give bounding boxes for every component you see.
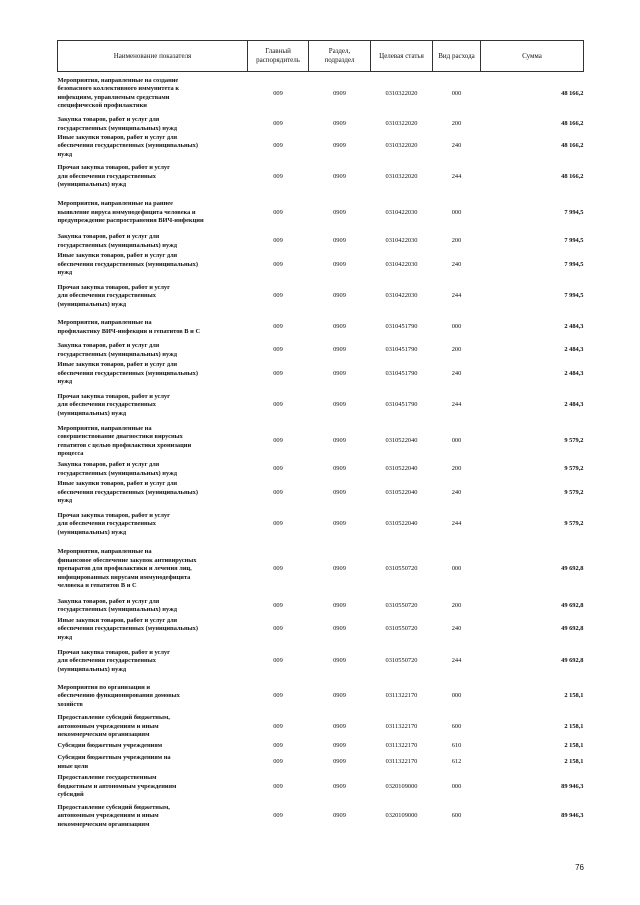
table-row — [58, 195, 584, 232]
sum-cell: 89 946,3 — [561, 812, 584, 820]
table-row — [58, 341, 584, 361]
target-item-cell: 0310322020 — [385, 120, 418, 128]
indicator-name-cell: Предоставление субсидий бюджетным, автономным учреждениям и иным некоммерческим организациям — [57, 714, 170, 739]
sum-cell: 48 166,2 — [561, 142, 584, 150]
main-manager-cell: 009 — [273, 369, 283, 377]
target-item-cell: 0310451790 — [385, 401, 418, 409]
sum-cell: 48 166,2 — [561, 172, 584, 180]
section-cell: 0909 — [333, 323, 346, 331]
expense-type-cell: 000 — [451, 208, 462, 216]
main-manager-cell: 009 — [273, 758, 283, 766]
expense-type-cell: 244 — [451, 292, 462, 300]
table-row — [58, 232, 584, 252]
sum-cell: 2 158,1 — [564, 692, 584, 700]
table-row — [58, 279, 584, 315]
sum-cell: 49 692,8 — [561, 601, 584, 609]
expense-type-cell: 240 — [451, 142, 462, 150]
main-manager-cell: 009 — [273, 237, 283, 245]
target-item-cell: 0310422030 — [385, 237, 418, 245]
section-cell: 0909 — [333, 722, 346, 730]
sum-cell: 7 994,5 — [564, 292, 584, 300]
table-row — [58, 680, 584, 714]
section-cell: 0909 — [333, 565, 346, 573]
main-manager-cell: 009 — [273, 401, 283, 409]
expense-type-cell: 244 — [451, 520, 462, 528]
target-item-cell: 0311322170 — [385, 742, 418, 750]
indicator-name-cell: Иные закупки товаров, работ и услуг для обеспечения государственных (муниципальных) нужд — [57, 616, 198, 641]
sum-cell: 7 994,5 — [564, 260, 584, 268]
target-item-cell: 0320109000 — [385, 782, 418, 790]
sum-cell: 2 484,3 — [564, 346, 584, 354]
target-item-cell: 0310522040 — [385, 488, 418, 496]
main-manager-cell: 009 — [273, 601, 283, 609]
main-manager-cell: 009 — [273, 260, 283, 268]
sum-cell: 49 692,8 — [561, 625, 584, 633]
table-body — [58, 72, 584, 832]
indicator-name-cell: Закупка товаров, работ и услуг для государственных (муниципальных) нужд — [57, 461, 177, 477]
expense-type-cell: 000 — [451, 782, 462, 790]
sum-cell: 2 158,1 — [564, 758, 584, 766]
sum-cell: 2 484,3 — [564, 401, 584, 409]
target-item-cell: 0310522040 — [385, 465, 418, 473]
target-item-cell: 0310451790 — [385, 346, 418, 354]
sum-cell: 2 484,3 — [564, 323, 584, 331]
expense-type-cell: 240 — [451, 625, 462, 633]
indicator-name-cell: Иные закупки товаров, работ и услуг для обеспечения государственных (муниципальных) нужд — [57, 361, 198, 386]
indicator-name-cell: Мероприятия, направленные на совершенствование диагностики вирусных гепатитов с целью профилактики хронизации процесса — [57, 424, 192, 457]
expense-type-cell: 600 — [451, 812, 462, 820]
main-manager-cell: 009 — [273, 465, 283, 473]
table-row — [58, 252, 584, 279]
indicator-name-cell: Субсидии бюджетным учреждениям — [57, 742, 163, 750]
expense-type-cell: 240 — [451, 260, 462, 268]
target-item-cell: 0310522040 — [385, 437, 418, 445]
header-target-item: Целевая статья — [371, 41, 433, 72]
target-item-cell: 0310451790 — [385, 323, 418, 331]
indicator-name-cell: Предоставление государственным бюджетным и автономным учреждениям субсидий — [57, 774, 177, 799]
sum-cell: 48 166,2 — [561, 120, 584, 128]
expense-type-cell: 000 — [451, 89, 462, 97]
indicator-name-cell: Прочая закупка товаров, работ и услуг для обеспечения государственных (муниципальных) нужд — [57, 648, 170, 673]
sum-cell: 49 692,8 — [561, 657, 584, 665]
sum-cell: 2 484,3 — [564, 369, 584, 377]
target-item-cell: 0310451790 — [385, 369, 418, 377]
table-row — [58, 315, 584, 341]
main-manager-cell: 009 — [273, 172, 283, 180]
target-item-cell: 0310550720 — [385, 601, 418, 609]
target-item-cell: 0310522040 — [385, 520, 418, 528]
main-manager-cell: 009 — [273, 657, 283, 665]
section-cell: 0909 — [333, 437, 346, 445]
section-cell: 0909 — [333, 782, 346, 790]
indicator-name-cell: Прочая закупка товаров, работ и услуг для обеспечения государственных (муниципальных) нужд — [57, 164, 170, 189]
table-row — [58, 773, 584, 802]
main-manager-cell: 009 — [273, 89, 283, 97]
section-cell: 0909 — [333, 758, 346, 766]
sum-cell: 2 158,1 — [564, 722, 584, 730]
indicator-name-cell: Закупка товаров, работ и услуг для государственных (муниципальных) нужд — [57, 233, 177, 249]
table-row — [58, 644, 584, 680]
sum-cell: 9 579,2 — [564, 488, 584, 496]
expense-type-cell: 000 — [451, 565, 462, 573]
sum-cell: 7 994,5 — [564, 208, 584, 216]
indicator-name-cell: Прочая закупка товаров, работ и услуг для обеспечения государственных (муниципальных) нужд — [57, 283, 170, 308]
sum-cell: 9 579,2 — [564, 465, 584, 473]
expense-type-cell: 244 — [451, 401, 462, 409]
table-header — [58, 41, 584, 72]
section-cell: 0909 — [333, 292, 346, 300]
expense-type-cell: 244 — [451, 657, 462, 665]
target-item-cell: 0310422030 — [385, 208, 418, 216]
indicator-name-cell: Субсидии бюджетным учреждениям на иные цели — [57, 754, 171, 770]
sum-cell: 2 158,1 — [564, 742, 584, 750]
main-manager-cell: 009 — [273, 625, 283, 633]
target-item-cell: 0310550720 — [385, 565, 418, 573]
main-manager-cell: 009 — [273, 120, 283, 128]
table-row — [58, 116, 584, 134]
target-item-cell: 0310422030 — [385, 292, 418, 300]
indicator-name-cell: Прочая закупка товаров, работ и услуг для обеспечения государственных (муниципальных) нужд — [57, 511, 170, 536]
target-item-cell: 0310322020 — [385, 89, 418, 97]
table-row — [58, 802, 584, 832]
main-manager-cell: 009 — [273, 208, 283, 216]
section-cell: 0909 — [333, 742, 346, 750]
header-indicator-name: Наименование показателя — [58, 41, 248, 72]
table-row — [58, 480, 584, 507]
target-item-cell: 0310422030 — [385, 260, 418, 268]
section-cell: 0909 — [333, 625, 346, 633]
expense-type-cell: 244 — [451, 172, 462, 180]
target-item-cell: 0311322170 — [385, 692, 418, 700]
expense-type-cell: 610 — [451, 742, 462, 750]
expense-type-cell: 200 — [451, 237, 462, 245]
indicator-name-cell: Мероприятия, направленные на создание безопасного коллективного иммунитета к инфекциям, управляемым средствами специфической профилактики — [57, 76, 179, 110]
table-row — [58, 507, 584, 543]
header-main-manager: Главный распорядитель — [248, 41, 309, 72]
main-manager-cell: 009 — [273, 292, 283, 300]
section-cell: 0909 — [333, 520, 346, 528]
expense-type-cell: 240 — [451, 488, 462, 496]
table-row — [58, 388, 584, 424]
section-cell: 0909 — [333, 120, 346, 128]
indicator-name-cell: Мероприятия, направленные на раннее выявление вируса иммунодефицита человека и предупреждение распространения ВИЧ-инфекции — [57, 200, 204, 225]
table-row — [58, 714, 584, 741]
header-expense-type: Вид расхода — [433, 41, 481, 72]
main-manager-cell: 009 — [273, 346, 283, 354]
section-cell: 0909 — [333, 208, 346, 216]
section-cell: 0909 — [333, 401, 346, 409]
section-cell: 0909 — [333, 692, 346, 700]
section-cell: 0909 — [333, 142, 346, 150]
sum-cell: 89 946,3 — [561, 782, 584, 790]
indicator-name-cell: Предоставление субсидий бюджетным, автономным учреждениям и иным некоммерческим организациям — [57, 803, 170, 828]
section-cell: 0909 — [333, 260, 346, 268]
expense-type-cell: 200 — [451, 601, 462, 609]
main-manager-cell: 009 — [273, 323, 283, 331]
indicator-name-cell: Иные закупки товаров, работ и услуг для обеспечения государственных (муниципальных) нужд — [57, 480, 198, 505]
table-row — [58, 543, 584, 597]
indicator-name-cell: Закупка товаров, работ и услуг для государственных (муниципальных) нужд — [57, 597, 177, 613]
expense-type-cell: 240 — [451, 369, 462, 377]
target-item-cell: 0310322020 — [385, 172, 418, 180]
expense-type-cell: 200 — [451, 120, 462, 128]
budget-table — [57, 40, 584, 832]
table-row — [58, 72, 584, 116]
table-row — [58, 753, 584, 773]
sum-cell: 9 579,2 — [564, 437, 584, 445]
expense-type-cell: 200 — [451, 346, 462, 354]
section-cell: 0909 — [333, 89, 346, 97]
main-manager-cell: 009 — [273, 782, 283, 790]
table-row — [58, 424, 584, 460]
main-manager-cell: 009 — [273, 565, 283, 573]
expense-type-cell: 000 — [451, 323, 462, 331]
sum-cell: 49 692,8 — [561, 565, 584, 573]
sum-cell: 48 166,2 — [561, 89, 584, 97]
indicator-name-cell: Прочая закупка товаров, работ и услуг для обеспечения государственных (муниципальных) нужд — [57, 392, 170, 417]
main-manager-cell: 009 — [273, 722, 283, 730]
table-row — [58, 741, 584, 753]
header-section: Раздел, подраздел — [309, 41, 371, 72]
expense-type-cell: 200 — [451, 465, 462, 473]
indicator-name-cell: Мероприятия, направленные на финансовое обеспечение закупок антивирусных препаратов для профилактики и лечения лиц, инфицированных вирусами иммунодефицита человека и гепатитов В и С — [57, 548, 197, 590]
indicator-name-cell: Закупка товаров, работ и услуг для государственных (муниципальных) нужд — [57, 342, 177, 358]
section-cell: 0909 — [333, 369, 346, 377]
target-item-cell: 0311322170 — [385, 722, 418, 730]
main-manager-cell: 009 — [273, 812, 283, 820]
indicator-name-cell: Мероприятия, направленные на профилактику ВИЧ-инфекции и гепатитов В и С — [57, 319, 201, 335]
section-cell: 0909 — [333, 488, 346, 496]
indicator-name-cell: Мероприятия по организации и обеспечению функционирования домовых хозяйств — [57, 683, 180, 708]
table-row — [58, 460, 584, 480]
table-row — [58, 597, 584, 616]
section-cell: 0909 — [333, 172, 346, 180]
expense-type-cell: 612 — [451, 758, 462, 766]
sum-cell: 9 579,2 — [564, 520, 584, 528]
main-manager-cell: 009 — [273, 437, 283, 445]
table-row — [58, 134, 584, 160]
target-item-cell: 0320109000 — [385, 812, 418, 820]
table-row — [58, 160, 584, 195]
main-manager-cell: 009 — [273, 520, 283, 528]
target-item-cell: 0310550720 — [385, 657, 418, 665]
section-cell: 0909 — [333, 812, 346, 820]
page-number: 76 — [575, 863, 584, 872]
main-manager-cell: 009 — [273, 692, 283, 700]
main-manager-cell: 009 — [273, 742, 283, 750]
sum-cell: 7 994,5 — [564, 237, 584, 245]
target-item-cell: 0310322020 — [385, 142, 418, 150]
expense-type-cell: 000 — [451, 692, 462, 700]
table-row — [58, 616, 584, 644]
expense-type-cell: 000 — [451, 437, 462, 445]
indicator-name-cell: Иные закупки товаров, работ и услуг для обеспечения государственных (муниципальных) нужд — [57, 133, 198, 158]
main-manager-cell: 009 — [273, 142, 283, 150]
indicator-name-cell: Закупка товаров, работ и услуг для государственных (муниципальных) нужд — [57, 116, 177, 132]
section-cell: 0909 — [333, 601, 346, 609]
table-row — [58, 361, 584, 388]
section-cell: 0909 — [333, 346, 346, 354]
section-cell: 0909 — [333, 237, 346, 245]
expense-type-cell: 600 — [451, 722, 462, 730]
section-cell: 0909 — [333, 465, 346, 473]
main-manager-cell: 009 — [273, 488, 283, 496]
section-cell: 0909 — [333, 657, 346, 665]
header-sum: Сумма — [481, 41, 584, 72]
target-item-cell: 0310550720 — [385, 625, 418, 633]
indicator-name-cell: Иные закупки товаров, работ и услуг для обеспечения государственных (муниципальных) нужд — [57, 252, 198, 277]
target-item-cell: 0311322170 — [385, 758, 418, 766]
